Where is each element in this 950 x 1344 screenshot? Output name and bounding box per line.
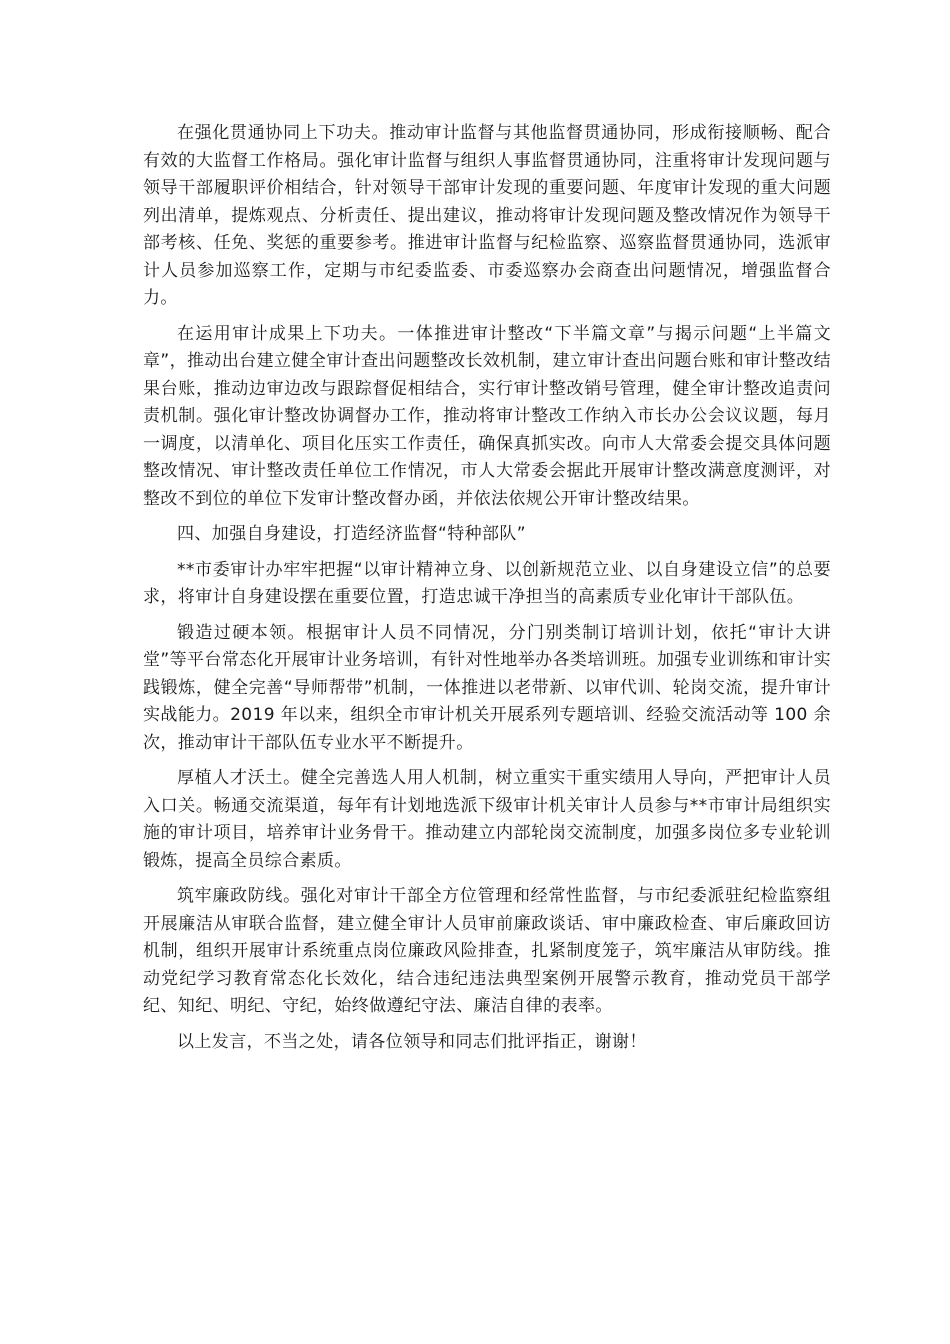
paragraph-self-building: **市委审计办牢牢把握“以审计精神立身、以创新规范立业、以自身建设立信”的总要求，将审计自身建设摆在重要位置，打造忠诚干净担当的高素质专业化审计干部队伍。 <box>143 559 831 607</box>
paragraph-closing: 以上发言，不当之处，请各位领导和同志们批评指正，谢谢！ <box>177 1031 647 1052</box>
document-body <box>143 120 831 1064</box>
paragraph-talent: 厚植人才沃土。健全完善选人用人机制，树立重实干重实绩用人导向，严把审计人员入口关。畅通交流渠道，每年有计划地选派下级审计机关审计人员参与**市审计局组织实施的审计项目，培养审计业务骨干。推动建立内部轮岗交流制度，加强多岗位多专业轮训锻炼，提高全员综合素质。 <box>143 768 831 871</box>
paragraph-integrity: 筑牢廉政防线。强化对审计干部全方位管理和经常性监督，与市纪委派驻纪检监察组开展廉洁从审联合监督，建立健全审计人员审前廉政谈话、审中廉政检查、审后廉政回访机制，组织开展审计系统重点岗位廉政风险排查，扎紧制度笼子，筑牢廉洁从审防线。推动党纪学习教育常态化长效化，结合违纪违法典型案例开展警示教育，推动党员干部学纪、知纪、明纪、守纪，始终做遵纪守法、廉洁自律的表率。 <box>143 886 831 1016</box>
paragraph-coordination: 在强化贯通协同上下功夫。推动审计监督与其他监督贯通协同，形成衔接顺畅、配合有效的大监督工作格局。强化审计监督与组织人事监督贯通协同，注重将审计发现问题与领导干部履职评价相结合，针对领导干部审计发现的重要问题、年度审计发现的重大问题列出清单，提炼观点、分析责任、提出建议，推动将审计发现问题及整改情况作为领导干部考核、任免、奖惩的重要参考。推进审计监督与纪检监察、巡察监督贯通协同，选派审计人员参加巡察工作，定期与市纪委监委、市委巡察办会商查出问题情况，增强监督合力。 <box>143 123 831 308</box>
paragraph-skills: 锻造过硬本领。根据审计人员不同情况，分门别类制订培训计划，依托“审计大讲堂”等平台常态化开展审计业务培训，有针对性地举办各类培训班。加强专业训练和审计实践锻炼，健全完善“导师帮带”机制，一体推进以老带新、以审代训、轮岗交流，提升审计实战能力。2019 年以来，组织全市审计机关开展系列专题培训、经验交流活动等 100 余次，推动审计干部队伍专业水平不断提升。 <box>143 622 831 753</box>
section-heading-four: 四、加强自身建设，打造经济监督“特种部队” <box>177 524 527 544</box>
paragraph-audit-results: 在运用审计成果上下功夫。一体推进审计整改“下半篇文章”与揭示问题“上半篇文章”，推动出台建立健全审计查出问题整改长效机制，建立审计查出问题台账和审计整改结果台账，推动边审边改与跟踪督促相结合，实行审计整改销号管理，健全审计整改追责问责机制。强化审计整改协调督办工作，推动将审计整改工作纳入市长办公会议议题，每月一调度，以清单化、项目化压实工作责任，确保真抓实改。向市人大常委会提交具体问题整改情况、审计整改责任单位工作情况，市人大常委会据此开展审计整改满意度测评，对整改不到位的单位下发审计整改督办函，并依法依规公开审计整改结果。 <box>143 323 831 509</box>
